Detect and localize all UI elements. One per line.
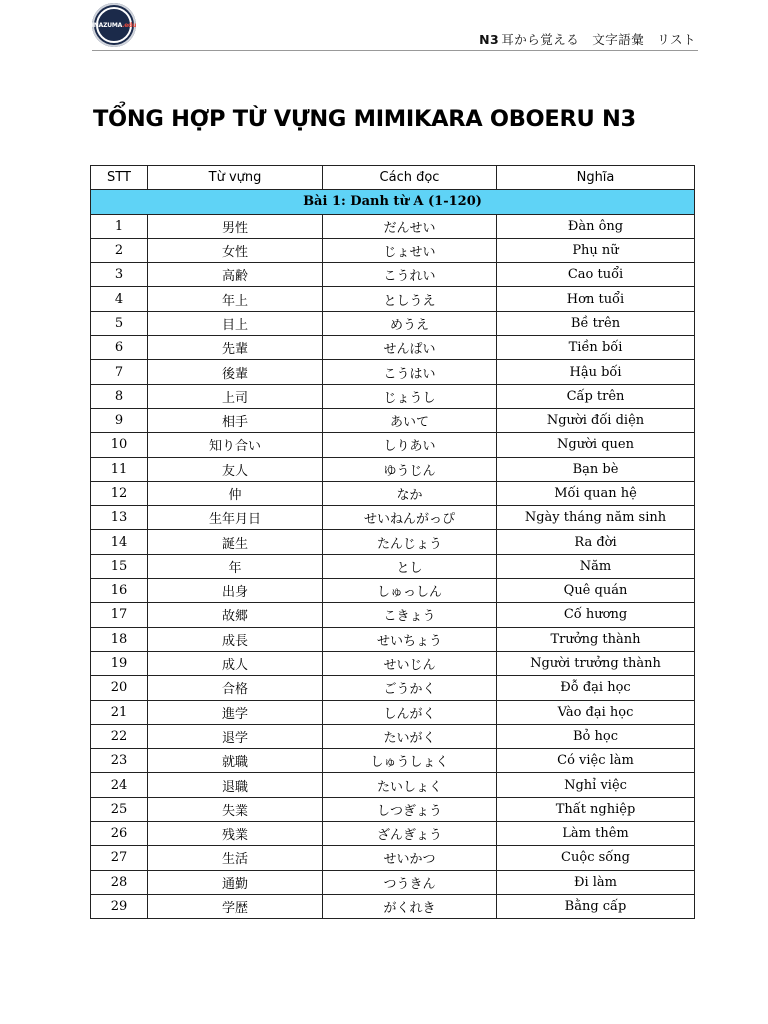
row-word: 退職 — [148, 773, 323, 797]
table-row — [91, 263, 695, 287]
table-row — [91, 797, 695, 821]
row-number: 26 — [91, 822, 148, 846]
table-row — [91, 238, 695, 262]
row-word: 誕生 — [148, 530, 323, 554]
row-reading: じょせい — [323, 238, 497, 262]
lesson-title: Bài 1: Danh từ A (1-120) — [91, 190, 695, 214]
row-number: 20 — [91, 676, 148, 700]
row-number: 25 — [91, 797, 148, 821]
row-word: 成長 — [148, 627, 323, 651]
row-number: 3 — [91, 263, 148, 287]
row-reading: だんせい — [323, 214, 497, 238]
row-meaning: Trưởng thành — [497, 627, 695, 651]
table-row — [91, 336, 695, 360]
row-number: 4 — [91, 287, 148, 311]
row-word: 仲 — [148, 481, 323, 505]
column-header-stt: STT — [91, 166, 148, 190]
table-header-row — [91, 166, 695, 190]
row-reading: とし — [323, 554, 497, 578]
table-row — [91, 384, 695, 408]
row-meaning: Người trưởng thành — [497, 651, 695, 675]
row-number: 17 — [91, 603, 148, 627]
row-reading: あいて — [323, 408, 497, 432]
row-number: 19 — [91, 651, 148, 675]
row-reading: じょうし — [323, 384, 497, 408]
logo-text-accent: .edu — [122, 21, 137, 29]
row-reading: ごうかく — [323, 676, 497, 700]
row-number: 9 — [91, 408, 148, 432]
row-number: 16 — [91, 579, 148, 603]
row-word: 年上 — [148, 287, 323, 311]
logo-text: INAZUMA — [91, 21, 123, 29]
row-reading: ざんぎょう — [323, 822, 497, 846]
row-meaning: Cuộc sống — [497, 846, 695, 870]
table-row — [91, 603, 695, 627]
row-meaning: Năm — [497, 554, 695, 578]
row-reading: ゆうじん — [323, 457, 497, 481]
row-meaning: Thất nghiệp — [497, 797, 695, 821]
row-number: 7 — [91, 360, 148, 384]
row-meaning: Ra đời — [497, 530, 695, 554]
row-number: 21 — [91, 700, 148, 724]
row-reading: しゅっしん — [323, 579, 497, 603]
row-reading: しんがく — [323, 700, 497, 724]
row-meaning: Phụ nữ — [497, 238, 695, 262]
row-reading: なか — [323, 481, 497, 505]
column-header-reading: Cách đọc — [323, 166, 497, 190]
table-row — [91, 530, 695, 554]
row-number: 10 — [91, 433, 148, 457]
table-row — [91, 724, 695, 748]
table-row — [91, 433, 695, 457]
row-reading: せいねんがっぴ — [323, 506, 497, 530]
row-word: 相手 — [148, 408, 323, 432]
row-number: 8 — [91, 384, 148, 408]
table-row — [91, 870, 695, 894]
row-number: 13 — [91, 506, 148, 530]
inazuma-logo — [92, 3, 136, 47]
row-reading: せんぱい — [323, 336, 497, 360]
row-reading: としうえ — [323, 287, 497, 311]
row-meaning: Hơn tuổi — [497, 287, 695, 311]
row-meaning: Hậu bối — [497, 360, 695, 384]
row-reading: せいちょう — [323, 627, 497, 651]
row-reading: こうはい — [323, 360, 497, 384]
row-word: 友人 — [148, 457, 323, 481]
table-row — [91, 627, 695, 651]
row-meaning: Quê quán — [497, 579, 695, 603]
row-meaning: Bạn bè — [497, 457, 695, 481]
table-row — [91, 846, 695, 870]
table-row — [91, 773, 695, 797]
row-reading: たいがく — [323, 724, 497, 748]
row-word: 上司 — [148, 384, 323, 408]
row-reading: せいじん — [323, 651, 497, 675]
row-word: 進学 — [148, 700, 323, 724]
table-row — [91, 894, 695, 918]
row-reading: たんじょう — [323, 530, 497, 554]
row-number: 1 — [91, 214, 148, 238]
row-meaning: Cố hương — [497, 603, 695, 627]
lesson-row — [91, 190, 695, 214]
row-word: 出身 — [148, 579, 323, 603]
logo-badge — [91, 7, 137, 43]
row-reading: こきょう — [323, 603, 497, 627]
table-row — [91, 457, 695, 481]
row-word: 退学 — [148, 724, 323, 748]
row-number: 28 — [91, 870, 148, 894]
row-word: 知り合い — [148, 433, 323, 457]
row-number: 29 — [91, 894, 148, 918]
row-reading: めうえ — [323, 311, 497, 335]
row-word: 失業 — [148, 797, 323, 821]
row-word: 男性 — [148, 214, 323, 238]
row-reading: せいかつ — [323, 846, 497, 870]
row-number: 12 — [91, 481, 148, 505]
header-note — [479, 30, 696, 48]
row-number: 27 — [91, 846, 148, 870]
row-meaning: Vào đại học — [497, 700, 695, 724]
table-row — [91, 214, 695, 238]
row-reading: がくれき — [323, 894, 497, 918]
row-word: 学歴 — [148, 894, 323, 918]
row-word: 故郷 — [148, 603, 323, 627]
table-row — [91, 579, 695, 603]
table-row — [91, 481, 695, 505]
row-reading: たいしょく — [323, 773, 497, 797]
row-meaning: Người quen — [497, 433, 695, 457]
row-word: 目上 — [148, 311, 323, 335]
row-word: 高齢 — [148, 263, 323, 287]
row-word: 年 — [148, 554, 323, 578]
table-row — [91, 700, 695, 724]
row-number: 2 — [91, 238, 148, 262]
table-row — [91, 287, 695, 311]
row-number: 24 — [91, 773, 148, 797]
row-number: 22 — [91, 724, 148, 748]
table-row — [91, 360, 695, 384]
row-number: 6 — [91, 336, 148, 360]
row-meaning: Đỗ đại học — [497, 676, 695, 700]
row-number: 15 — [91, 554, 148, 578]
row-meaning: Đàn ông — [497, 214, 695, 238]
row-word: 成人 — [148, 651, 323, 675]
row-reading: しゅうしょく — [323, 749, 497, 773]
row-word: 通勤 — [148, 870, 323, 894]
row-word: 生活 — [148, 846, 323, 870]
table-row — [91, 749, 695, 773]
column-header-word: Từ vựng — [148, 166, 323, 190]
table-row — [91, 311, 695, 335]
table-row — [91, 408, 695, 432]
row-word: 後輩 — [148, 360, 323, 384]
row-meaning: Người đối diện — [497, 408, 695, 432]
row-meaning: Bằng cấp — [497, 894, 695, 918]
column-header-meaning: Nghĩa — [497, 166, 695, 190]
row-meaning: Tiền bối — [497, 336, 695, 360]
table-row — [91, 554, 695, 578]
row-number: 14 — [91, 530, 148, 554]
table-row — [91, 651, 695, 675]
page-header — [92, 0, 698, 51]
row-meaning: Ngày tháng năm sinh — [497, 506, 695, 530]
row-reading: つうきん — [323, 870, 497, 894]
row-meaning: Cao tuổi — [497, 263, 695, 287]
row-reading: こうれい — [323, 263, 497, 287]
row-word: 女性 — [148, 238, 323, 262]
row-meaning: Làm thêm — [497, 822, 695, 846]
row-word: 就職 — [148, 749, 323, 773]
row-word: 先輩 — [148, 336, 323, 360]
row-number: 5 — [91, 311, 148, 335]
row-meaning: Có việc làm — [497, 749, 695, 773]
header-level: N3 — [479, 32, 500, 47]
page-title: TỔNG HỢP TỪ VỰNG MIMIKARA OBOERU N3 — [93, 106, 636, 132]
row-meaning: Bỏ học — [497, 724, 695, 748]
header-note-text: 耳から覚える 文字語彙 リスト — [501, 32, 696, 47]
vocabulary-table — [90, 165, 695, 919]
row-meaning: Đi làm — [497, 870, 695, 894]
table-row — [91, 676, 695, 700]
row-word: 残業 — [148, 822, 323, 846]
row-number: 23 — [91, 749, 148, 773]
row-reading: しつぎょう — [323, 797, 497, 821]
row-meaning: Nghỉ việc — [497, 773, 695, 797]
row-word: 生年月日 — [148, 506, 323, 530]
row-number: 18 — [91, 627, 148, 651]
row-number: 11 — [91, 457, 148, 481]
row-reading: しりあい — [323, 433, 497, 457]
row-meaning: Mối quan hệ — [497, 481, 695, 505]
row-meaning: Cấp trên — [497, 384, 695, 408]
row-word: 合格 — [148, 676, 323, 700]
table-row — [91, 822, 695, 846]
table-row — [91, 506, 695, 530]
row-meaning: Bề trên — [497, 311, 695, 335]
